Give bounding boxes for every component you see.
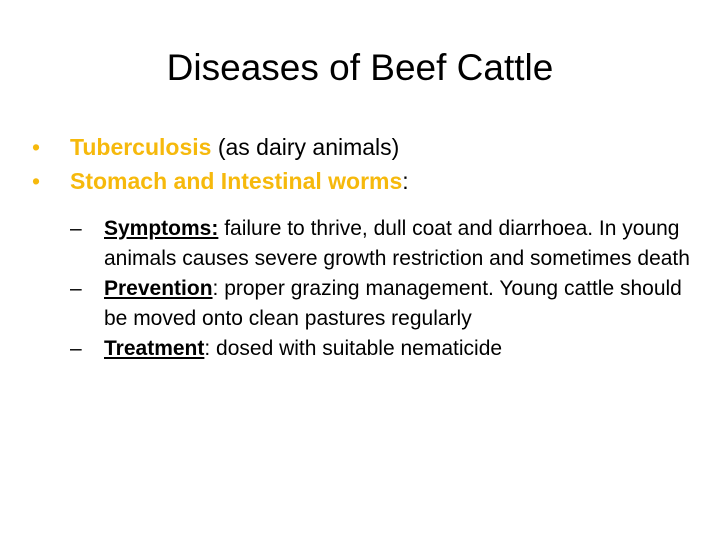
sub-item-symptoms: [70, 214, 702, 274]
dash-marker: –: [70, 337, 82, 360]
bullet-marker: •: [32, 134, 41, 160]
bullet-list: [32, 130, 702, 364]
slide-title: Diseases of Beef Cattle: [166, 47, 554, 88]
term-label: Prevention: [104, 277, 213, 300]
bullet-text: :: [402, 168, 409, 194]
bullet-tuberculosis: [32, 130, 702, 164]
term-label: Treatment: [104, 337, 205, 360]
bullet-highlight: Tuberculosis: [70, 134, 212, 160]
term-label: Symptoms:: [104, 217, 219, 240]
bullet-marker: •: [32, 168, 41, 194]
sub-item-treatment: [70, 334, 702, 364]
dash-marker: –: [70, 217, 82, 240]
term-description: : proper grazing management. Young cattle should be moved onto clean pastures regularly: [104, 277, 682, 330]
term-description: : dosed with suitable nematicide: [204, 337, 503, 360]
sub-item-prevention: [70, 274, 702, 334]
bullet-text: (as dairy animals): [211, 134, 400, 160]
dash-marker: –: [70, 277, 82, 300]
sub-bullet-list: [32, 214, 702, 364]
bullet-highlight: Stomach and Intestinal worms: [70, 168, 403, 194]
term-description: failure to thrive, dull coat and diarrhoea. In young animals causes severe growth restriction and sometimes death: [104, 217, 690, 270]
bullet-worms: [32, 164, 702, 198]
